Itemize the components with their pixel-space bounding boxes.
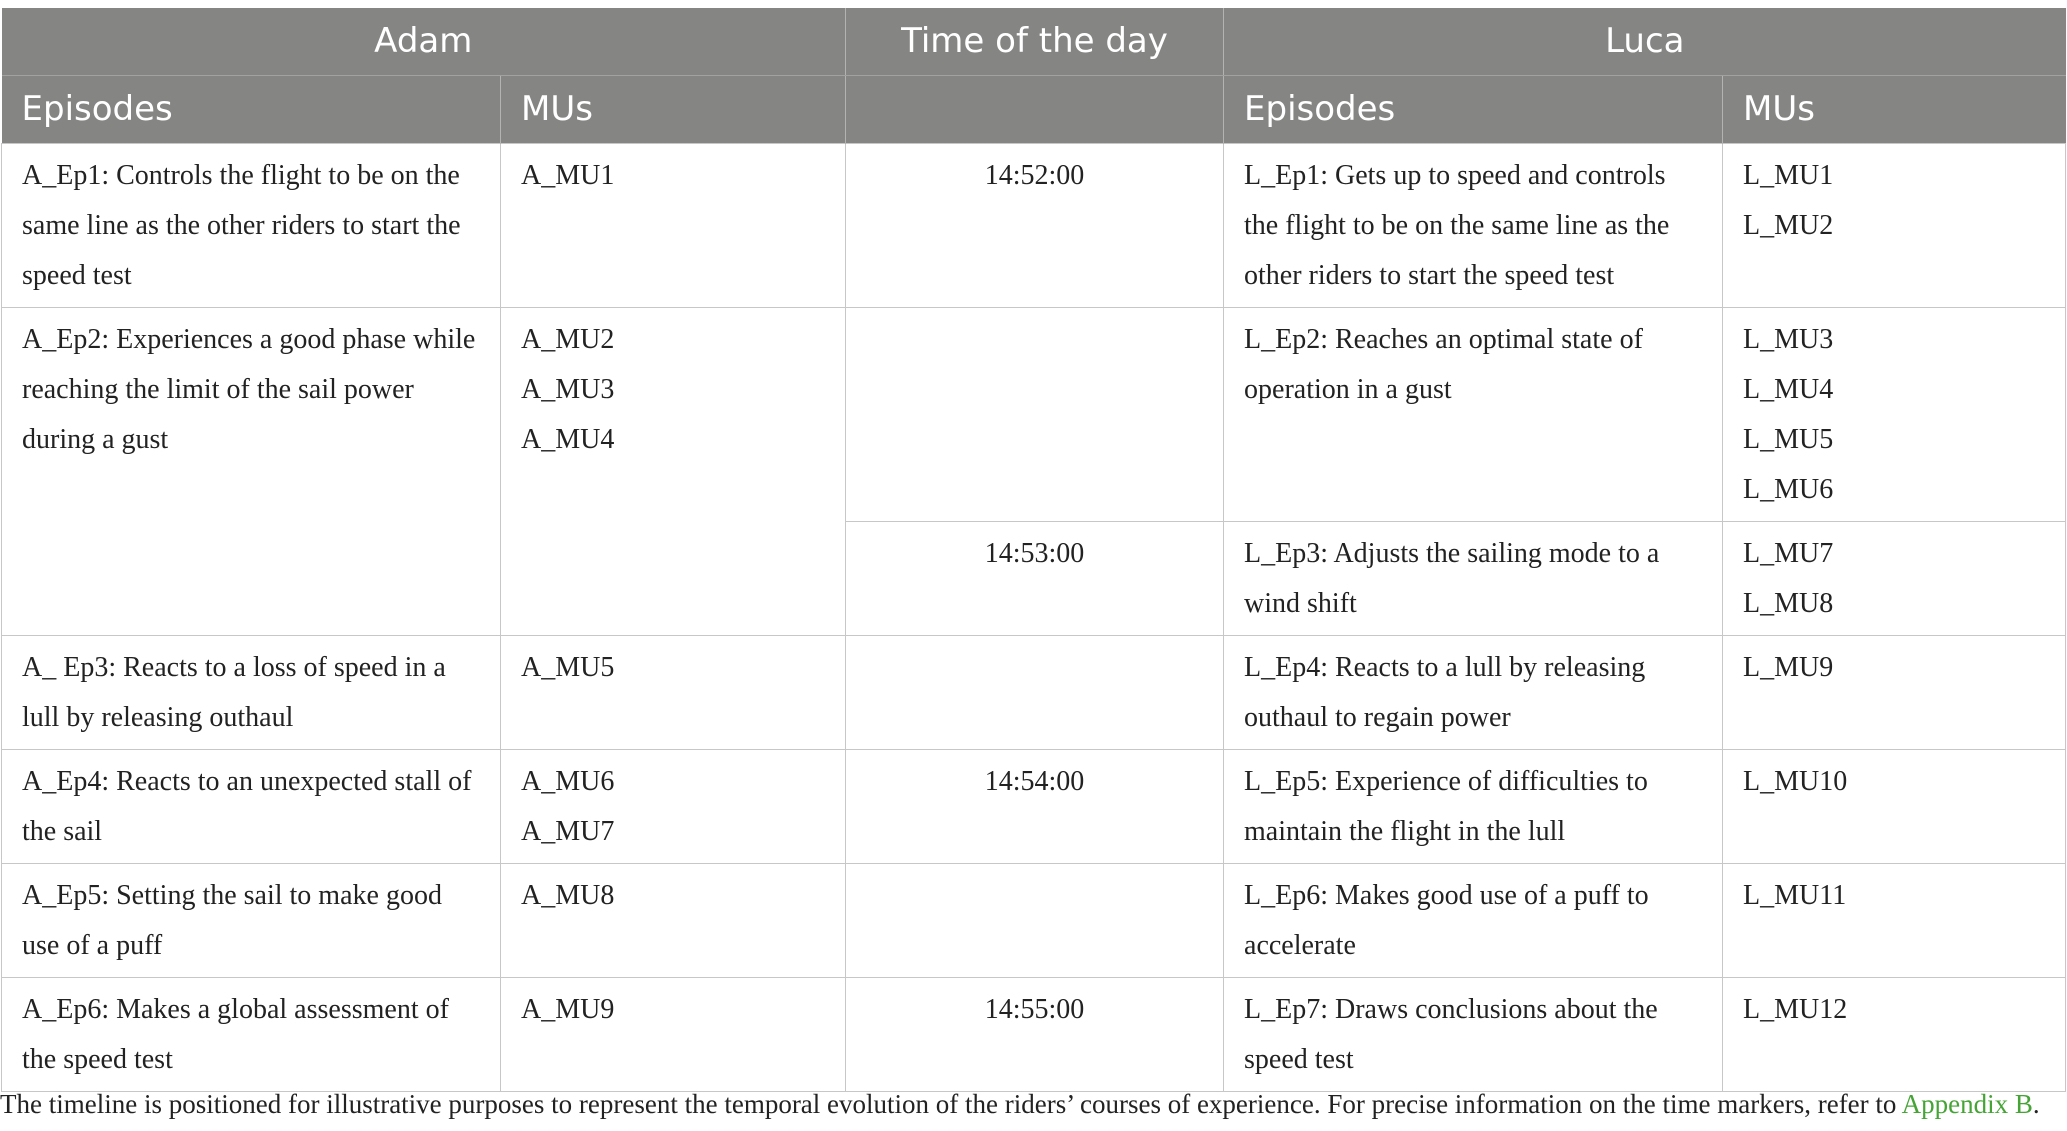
mu-label: A_MU7 bbox=[521, 815, 615, 847]
experience-table bbox=[1, 8, 2066, 1092]
adam-mus bbox=[501, 749, 846, 863]
mu-label: L_MU2 bbox=[1743, 209, 1834, 241]
footnote-end: . bbox=[2032, 1089, 2040, 1119]
header-mus-luca: MUs bbox=[1723, 75, 2066, 143]
header-row-riders bbox=[2, 8, 2066, 75]
luca-episode: L_Ep2: Reaches an optimal state of operation in a gust bbox=[1224, 307, 1723, 521]
header-adam: Adam bbox=[2, 8, 846, 75]
time-cell: 14:54:00 bbox=[846, 749, 1224, 863]
luca-mus bbox=[1723, 143, 2066, 307]
header-episodes-adam: Episodes bbox=[2, 75, 501, 143]
adam-episode: A_Ep6: Makes a global assessment of the speed test bbox=[2, 977, 501, 1091]
luca-episode: L_Ep1: Gets up to speed and controls the flight to be on the same line as the other riders to start the speed test bbox=[1224, 143, 1723, 307]
mu-label: A_MU6 bbox=[521, 765, 615, 797]
mu-label: L_MU9 bbox=[1743, 651, 1834, 683]
table-row bbox=[2, 635, 2066, 749]
time-cell bbox=[846, 863, 1224, 977]
mu-label: A_MU9 bbox=[521, 993, 615, 1025]
adam-episode: A_Ep1: Controls the flight to be on the same line as the other riders to start the speed test bbox=[2, 143, 501, 307]
mu-label: A_MU4 bbox=[521, 423, 615, 455]
mu-label: L_MU12 bbox=[1743, 993, 1848, 1025]
header-episodes-luca: Episodes bbox=[1224, 75, 1723, 143]
table-row bbox=[2, 307, 2066, 521]
mu-label: A_MU2 bbox=[521, 323, 615, 355]
luca-mus bbox=[1723, 863, 2066, 977]
time-cell: 14:52:00 bbox=[846, 143, 1224, 307]
table-row bbox=[2, 863, 2066, 977]
adam-mus bbox=[501, 143, 846, 307]
adam-mus bbox=[501, 863, 846, 977]
table-row bbox=[2, 749, 2066, 863]
mu-label: L_MU10 bbox=[1743, 765, 1848, 797]
time-cell: 14:53:00 bbox=[846, 521, 1224, 635]
table-footnote bbox=[0, 1084, 2067, 1124]
luca-mus bbox=[1723, 977, 2066, 1091]
luca-mus bbox=[1723, 307, 2066, 521]
mu-label: A_MU1 bbox=[521, 159, 615, 191]
adam-episode: A_Ep2: Experiences a good phase while reaching the limit of the sail power during a gust bbox=[2, 307, 501, 635]
mu-label: L_MU7 bbox=[1743, 537, 1834, 569]
adam-episode: A_ Ep3: Reacts to a loss of speed in a lull by releasing outhaul bbox=[2, 635, 501, 749]
time-cell bbox=[846, 307, 1224, 521]
header-mus-adam: MUs bbox=[501, 75, 846, 143]
mu-label: L_MU11 bbox=[1743, 879, 1847, 911]
footnote-text: The timeline is positioned for illustrative purposes to represent the temporal evolution of the riders’ courses of experience. For precise information on the time markers, refer to bbox=[0, 1089, 1902, 1119]
mu-label: A_MU3 bbox=[521, 373, 615, 405]
adam-mus bbox=[501, 307, 846, 635]
luca-episode: L_Ep7: Draws conclusions about the speed test bbox=[1224, 977, 1723, 1091]
table-row bbox=[2, 143, 2066, 307]
mu-label: A_MU5 bbox=[521, 651, 615, 683]
adam-episode: A_Ep4: Reacts to an unexpected stall of the sail bbox=[2, 749, 501, 863]
table-row bbox=[2, 977, 2066, 1091]
luca-mus bbox=[1723, 521, 2066, 635]
header-luca: Luca bbox=[1224, 8, 2066, 75]
appendix-b-link[interactable]: Appendix B bbox=[1901, 1089, 2033, 1119]
mu-label: L_MU3 bbox=[1743, 323, 1834, 355]
luca-mus bbox=[1723, 749, 2066, 863]
time-cell bbox=[846, 635, 1224, 749]
mu-label: L_MU1 bbox=[1743, 159, 1834, 191]
luca-episode: L_Ep4: Reacts to a lull by releasing outhaul to regain power bbox=[1224, 635, 1723, 749]
header-row-columns bbox=[2, 75, 2066, 143]
time-cell: 14:55:00 bbox=[846, 977, 1224, 1091]
mu-label: L_MU4 bbox=[1743, 373, 1834, 405]
mu-label: L_MU5 bbox=[1743, 423, 1834, 455]
mu-label: A_MU8 bbox=[521, 879, 615, 911]
header-time-of-day: Time of the day bbox=[846, 8, 1224, 75]
mu-label: L_MU6 bbox=[1743, 473, 1834, 505]
luca-mus bbox=[1723, 635, 2066, 749]
header-time-blank bbox=[846, 75, 1224, 143]
adam-episode: A_Ep5: Setting the sail to make good use of a puff bbox=[2, 863, 501, 977]
luca-episode: L_Ep5: Experience of difficulties to maintain the flight in the lull bbox=[1224, 749, 1723, 863]
luca-episode: L_Ep6: Makes good use of a puff to accelerate bbox=[1224, 863, 1723, 977]
adam-mus bbox=[501, 977, 846, 1091]
adam-mus bbox=[501, 635, 846, 749]
luca-episode: L_Ep3: Adjusts the sailing mode to a wind shift bbox=[1224, 521, 1723, 635]
mu-label: L_MU8 bbox=[1743, 587, 1834, 619]
